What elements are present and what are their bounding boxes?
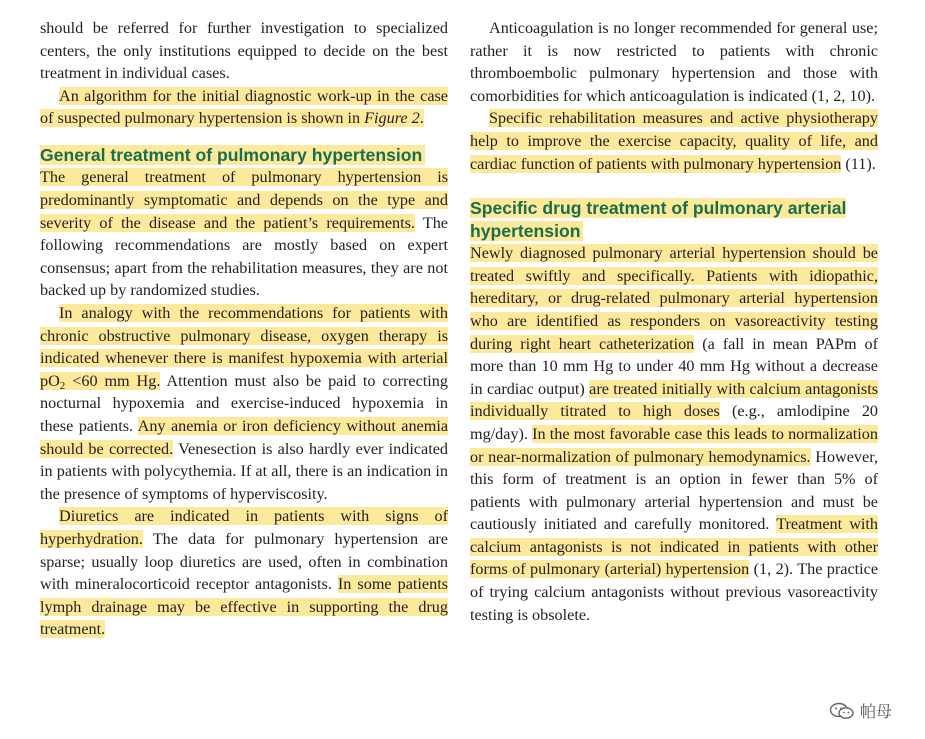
highlight: Specific rehabilitation measures and active physiotherapy help to improve the exercise capacity, quality of life, and cardiac function of patients with pulmonary hypertension (470, 109, 878, 173)
left-column (40, 17, 448, 641)
highlight: Diuretics are indicated in patients with signs of hyperhydration. (40, 507, 448, 548)
text-run: (1, 2). The practice of trying calcium antagonists without previous vasoreactivity testing is obsolete. (470, 560, 879, 624)
text-run: (11). (841, 154, 876, 173)
text-run: In analogy with the recommendations for patients with chronic obstructive pulmonary disease, oxygen therapy is indicated whenever there is manifest hypoxemia with arterial pO (40, 304, 448, 390)
text-run: The following recommendations are mostly based on expert consensus; apart from the rehabilitation measures, they are not backed up by randomized studies. (40, 213, 448, 300)
highlight: Newly diagnosed pulmonary arterial hypertension should be treated swiftly and specifically. (470, 244, 878, 285)
heading-text: Specific drug treatment of pulmonary arterial hypertension (470, 198, 847, 241)
paragraph (40, 302, 448, 505)
text-run: (e.g., amlodipine 20 mg/day). (470, 402, 879, 443)
highlight: Any anemia or iron deficiency without anemia should be corrected. (40, 417, 449, 458)
text-run: The data for pulmonary hypertension are sparse; usually loop diuretics are used, often in combination with mineralocorticoid receptor antagonists. (40, 529, 448, 594)
right-column (470, 17, 878, 626)
watermark (826, 698, 895, 723)
text-run: <60 mm Hg. (65, 371, 161, 390)
figure-reference[interactable]: Figure 2 (364, 109, 420, 128)
paragraph (470, 242, 878, 626)
highlight: Patients with idiopathic, hereditary, or drug-related pulmonary arterial hypertension who are identified as responders on vasoreactivity testing during right heart catheterization (470, 266, 878, 353)
text-run: An algorithm for the initial diagnostic work-up in the case of suspected pulmonary hypertension is shown in (40, 86, 448, 128)
paragraph (40, 166, 448, 302)
highlight (40, 87, 448, 128)
highlight: are treated initially with calcium antagonists individually titrated to high doses (470, 379, 878, 421)
watermark-label: 帕母 (859, 702, 892, 721)
paragraph: Anticoagulation is no longer recommended for general use; rather it is now restricted to patients with chronic thromboembolic pulmonary hypertension and those with comorbidities for which anticoagulation is indicated (1, 2, 10). (470, 19, 878, 105)
highlight: In the most favorable case this leads to normalization or near-normalization of pulmonary hemodynamics. (470, 424, 878, 466)
highlight: The general treatment of pulmonary hypertension is predominantly symptomatic and depends on the type and severity of the disease and the patient’s requirements. (40, 168, 448, 232)
text-run: However, this form of treatment is an option in fewer than 5% of patients with pulmonary arterial hypertension and must be cautiously initiated and carefully monitored. (470, 447, 878, 534)
text-run: . (419, 109, 424, 128)
subscript: 2 (59, 379, 66, 392)
section-heading (470, 197, 878, 242)
highlight: Treatment with calcium antagonists is not indicated in patients with other forms of pulmonary (arterial) hypertension (470, 515, 878, 579)
paragraph: should be referred for further investigation to specialized centers, the only institutions equipped to decide on the best treatment in individual cases. (40, 19, 448, 83)
paragraph (470, 107, 878, 175)
wechat-icon (829, 702, 855, 720)
paragraph (40, 505, 448, 641)
text-run: Attention must also be paid to correcting nocturnal hypoxemia and exercise-induced hypoxemia in these patients. (40, 371, 448, 435)
highlight: In some patients lymph drainage may be effective in supporting the drug treatment. (40, 575, 448, 639)
heading-text: General treatment of pulmonary hypertension (40, 145, 425, 165)
section-heading (40, 144, 448, 167)
text-run: (a fall in mean PAPm of more than 10 mm Hg to under 40 mm Hg without a decrease in cardiac output) (470, 334, 878, 398)
text-run: Venesection is also hardly ever indicated in patients with polycythemia. If at all, there is an indication in the presence of symptoms of hyperviscosity. (40, 439, 449, 503)
paragraph (40, 85, 448, 130)
